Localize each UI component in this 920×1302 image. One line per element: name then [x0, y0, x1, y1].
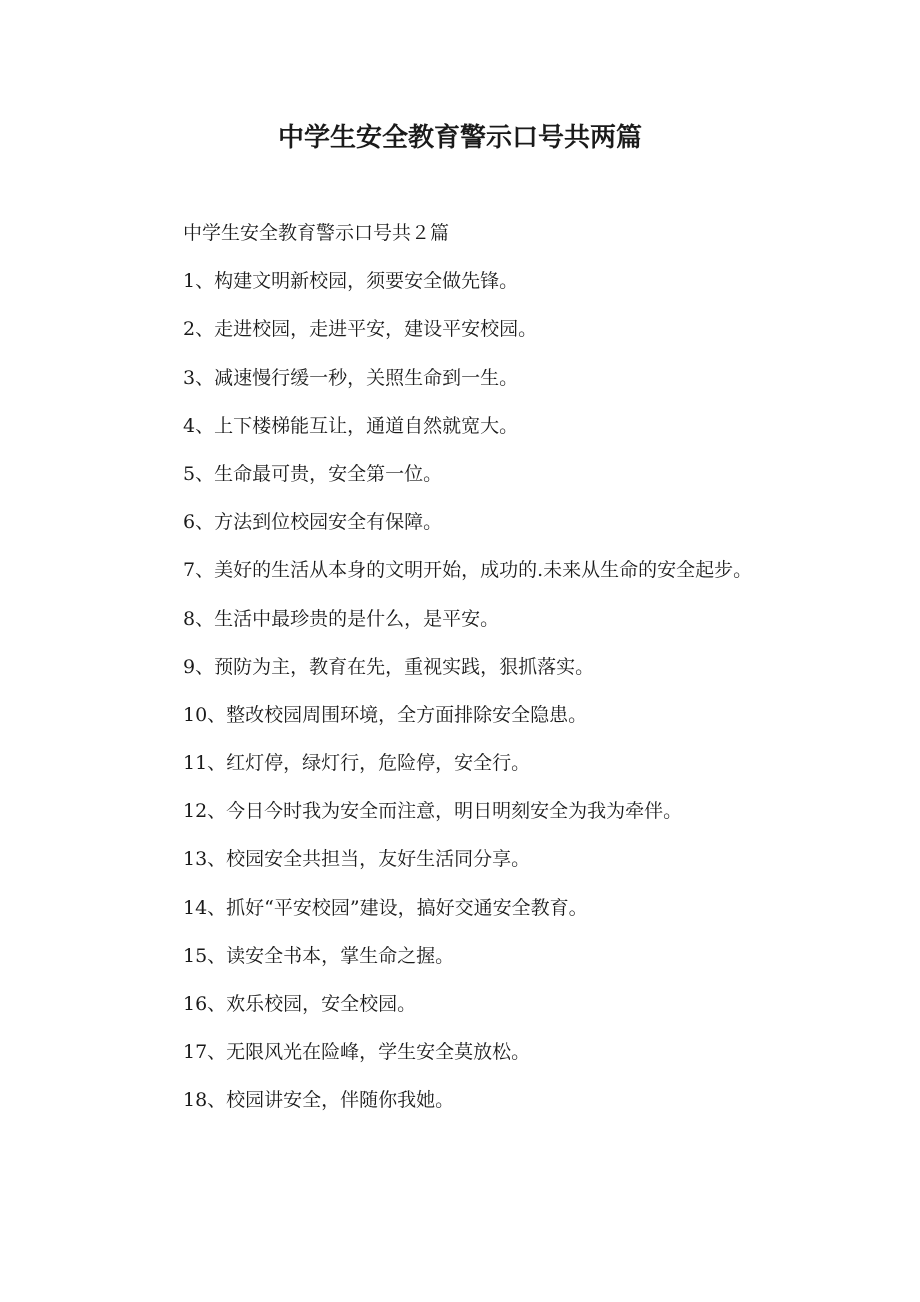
slogan-item-12: 12、今日今时我为安全而注意，明日明刻安全为我为牵伴。 [183, 800, 683, 823]
slogan-item-9: 9、预防为主，教育在先，重视实践，狠抓落实。 [183, 655, 595, 678]
slogan-item-13: 13、校园安全共担当，友好生活同分享。 [183, 848, 531, 871]
slogan-item-15: 15、读安全书本，掌生命之握。 [183, 944, 455, 967]
slogan-item-3: 3、减速慢行缓一秒，关照生命到一生。 [183, 366, 519, 389]
document-title: 中学生安全教育警示口号共两篇 [277, 123, 642, 153]
slogan-item-8: 8、生活中最珍贵的是什么，是平安。 [183, 607, 500, 630]
slogan-item-14: 14、抓好“平安校园”建设，搞好交通安全教育。 [183, 896, 588, 919]
slogan-item-1: 1、构建文明新校园，须要安全做先锋。 [183, 270, 519, 293]
slogan-item-4: 4、上下楼梯能互让，通道自然就宽大。 [183, 414, 519, 437]
slogan-item-18: 18、校园讲安全，伴随你我她。 [183, 1089, 455, 1112]
slogan-item-6: 6、方法到位校园安全有保障。 [183, 511, 443, 534]
slogan-item-10: 10、整改校园周围环境，全方面排除安全隐患。 [183, 703, 588, 726]
document-body [138, 215, 788, 1131]
slogan-item-5: 5、生命最可贵，安全第一位。 [183, 462, 443, 485]
slogan-item-17: 17、无限风光在险峰，学生安全莫放松。 [183, 1041, 531, 1064]
slogan-item-2: 2、走进校园，走进平安，建设平安校园。 [183, 318, 538, 341]
slogan-item-7: 7、美好的生活从本身的文明开始，成功的.未来从生命的安全起步。 [183, 559, 753, 582]
slogan-item-16: 16、欢乐校园，安全校园。 [183, 993, 417, 1015]
slogan-item-11: 11、红灯停，绿灯行，危险停，安全行。 [183, 752, 531, 775]
document-subtitle: 中学生安全教育警示口号共２篇 [183, 222, 450, 244]
